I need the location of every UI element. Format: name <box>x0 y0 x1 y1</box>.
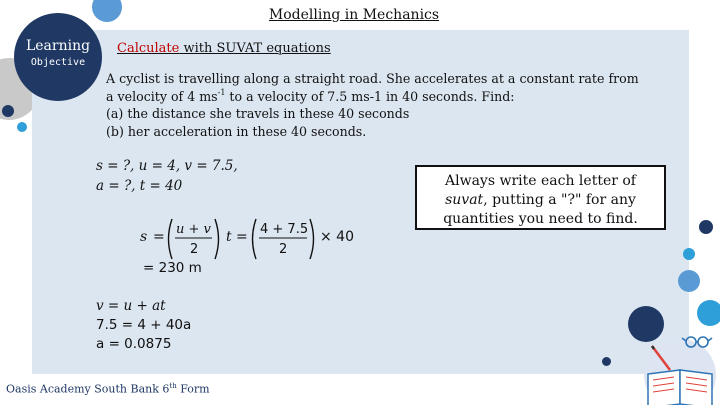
problem-line-2-post: to a velocity of 7.5 ms-1 in 40 seconds. Find: <box>225 88 515 104</box>
footer-school-name <box>6 382 210 396</box>
tip-suvat-italic: suvat <box>445 192 484 208</box>
decor-circle-navy-right-small <box>699 220 713 234</box>
footer-pre: Oasis Academy South Bank 6 <box>6 382 170 396</box>
decor-circle-navy-right-tiny <box>602 357 611 366</box>
tip-line-2 <box>417 191 664 210</box>
decor-circle-lightblue-right <box>678 270 700 292</box>
objective-rest: with SUVAT equations <box>179 41 331 56</box>
open-book-icon <box>640 330 720 405</box>
svg-text:4 + 7.5: 4 + 7.5 <box>260 222 309 237</box>
suvat-formula-s <box>140 215 370 263</box>
svg-text:t: t <box>226 229 232 245</box>
problem-line-1: A cyclist is travelling along a straight road. She accelerates at a constant rate from <box>106 71 639 86</box>
problem-line-2-sup: -1 <box>217 87 226 97</box>
badge-learning-label: Learning <box>25 38 91 54</box>
footer-sup: th <box>169 382 177 390</box>
svg-text:s: s <box>140 229 148 245</box>
problem-line-3: (a) the distance she travels in these 40 seconds <box>106 106 410 121</box>
svg-text:=: = <box>153 229 165 245</box>
tip-line-1: Always write each letter of <box>445 173 636 189</box>
page-title: Modelling in Mechanics <box>268 7 440 23</box>
problem-line-2 <box>106 88 666 106</box>
decor-circle-navy-small <box>2 105 14 117</box>
result-s: = 230 m <box>143 260 202 276</box>
svg-text:× 40: × 40 <box>320 229 354 245</box>
svg-text:=: = <box>236 229 248 245</box>
problem-line-4: (b) her acceleration in these 40 seconds. <box>106 123 367 139</box>
problem-statement <box>106 70 666 140</box>
result-a: a = 0.0875 <box>96 336 172 352</box>
footer-post: Form <box>176 382 210 396</box>
tip-box <box>415 165 666 230</box>
svg-text:2: 2 <box>190 242 199 257</box>
substitution-v: 7.5 = 4 + 40a <box>96 317 192 333</box>
tip-line-2-rest: , putting a "?" for any <box>483 192 636 208</box>
formula-v: v = u + at <box>96 298 166 314</box>
badge-objective-label: Objective <box>30 57 86 68</box>
problem-line-2-pre: a velocity of 4 ms <box>106 88 218 104</box>
learning-objective-text <box>117 41 331 56</box>
svg-text:u + v: u + v <box>176 222 211 237</box>
decor-circle-cyan-right-small <box>683 248 695 260</box>
given-line-2: a = ?, t = 40 <box>96 178 183 194</box>
tip-line-3: quantities you need to find. <box>443 211 638 227</box>
decor-circle-cyan-small <box>17 122 27 132</box>
objective-highlight: Calculate <box>117 41 180 56</box>
given-line-1: s = ?, u = 4, v = 7.5, <box>96 158 238 174</box>
svg-text:2: 2 <box>279 242 288 257</box>
decor-circle-cyan-right-medium <box>697 300 720 326</box>
